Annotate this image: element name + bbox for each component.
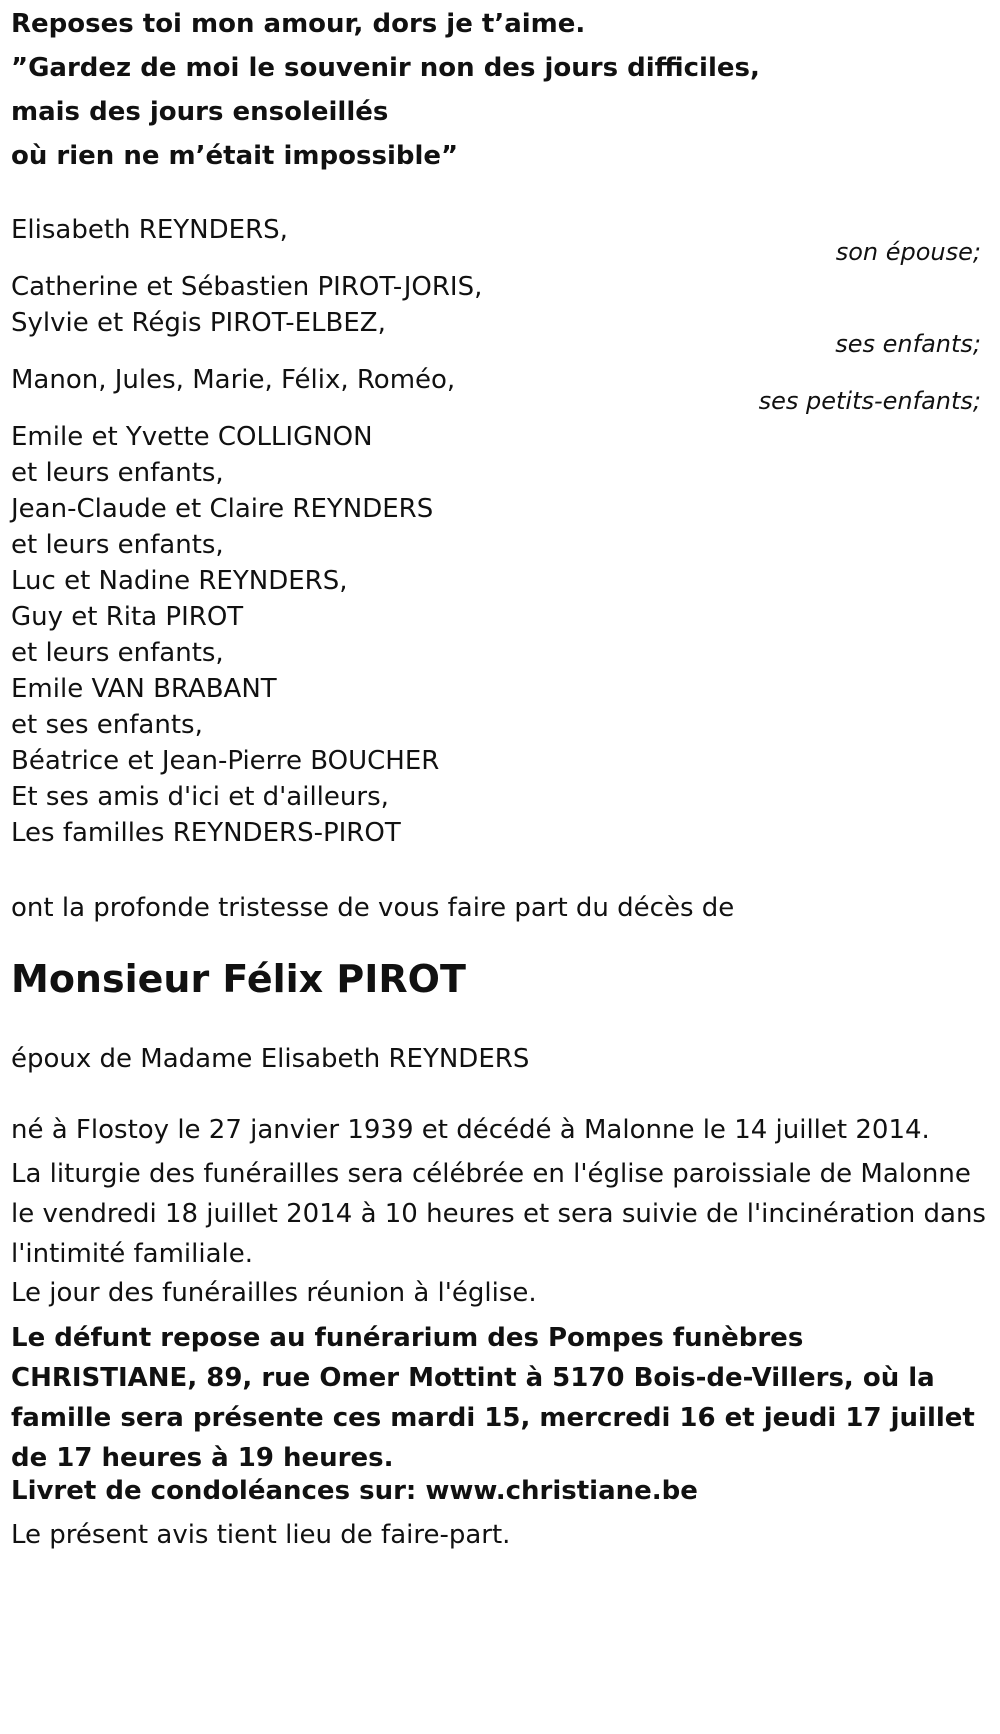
family-line-3: Jean-Claude et Claire REYNDERS: [11, 494, 434, 524]
children-role: ses enfants;: [835, 330, 981, 358]
meeting-text: Le jour des funérailles réunion à l'église.: [11, 1278, 537, 1308]
family-line-1: Emile et Yvette COLLIGNON: [11, 422, 373, 452]
grandchildren-role: ses petits-enfants;: [758, 387, 981, 415]
family-line-2: et leurs enfants,: [11, 458, 224, 488]
family-line-10: Béatrice et Jean-Pierre BOUCHER: [11, 746, 440, 776]
announcement-text: ont la profonde tristesse de vous faire part du décès de: [11, 893, 735, 923]
condolences-text: Livret de condoléances sur: www.christiane.be: [11, 1476, 698, 1506]
funeral-home-paragraph: Le défunt repose au funérarium des Pompes funèbres CHRISTIANE, 89, rue Omer Mottint à 5170 Bois-de-Villers, où la famille sera présente ces mardi 15, mercredi 16 et jeudi 17 juillet de 17 heures à 19 heures.: [11, 1323, 975, 1473]
epitaph-line-4: où rien ne m’était impossible”: [11, 141, 459, 171]
family-line-11: Et ses amis d'ici et d'ailleurs,: [11, 782, 389, 812]
notice-text: Le présent avis tient lieu de faire-part.: [11, 1520, 511, 1550]
deceased-name: Monsieur Félix PIROT: [11, 957, 466, 1001]
family-line-12: Les familles REYNDERS-PIROT: [11, 818, 401, 848]
family-line-6: Guy et Rita PIROT: [11, 602, 244, 632]
child-name-2: Sylvie et Régis PIROT-ELBEZ,: [11, 308, 386, 338]
family-line-8: Emile VAN BRABANT: [11, 674, 277, 704]
spouse-name: Elisabeth REYNDERS,: [11, 215, 288, 245]
birth-death-text: né à Flostoy le 27 janvier 1939 et décédé à Malonne le 14 juillet 2014.: [11, 1115, 930, 1145]
grandchildren-names: Manon, Jules, Marie, Félix, Roméo,: [11, 365, 456, 395]
epitaph-line-2: ”Gardez de moi le souvenir non des jours difficiles,: [11, 53, 760, 83]
spouse-of-text: époux de Madame Elisabeth REYNDERS: [11, 1044, 530, 1074]
epitaph-line-3: mais des jours ensoleillés: [11, 97, 389, 127]
liturgy-paragraph: La liturgie des funérailles sera célébrée en l'église paroissiale de Malonne le vendredi 18 juillet 2014 à 10 heures et sera suivie de l'incinération dans l'intimité familiale.: [11, 1159, 986, 1269]
epitaph-line-1: Reposes toi mon amour, dors je t’aime.: [11, 9, 586, 39]
family-line-7: et leurs enfants,: [11, 638, 224, 668]
family-line-9: et ses enfants,: [11, 710, 203, 740]
child-name-1: Catherine et Sébastien PIROT-JORIS,: [11, 272, 483, 302]
spouse-role: son épouse;: [835, 238, 981, 266]
family-line-5: Luc et Nadine REYNDERS,: [11, 566, 348, 596]
family-line-4: et leurs enfants,: [11, 530, 224, 560]
